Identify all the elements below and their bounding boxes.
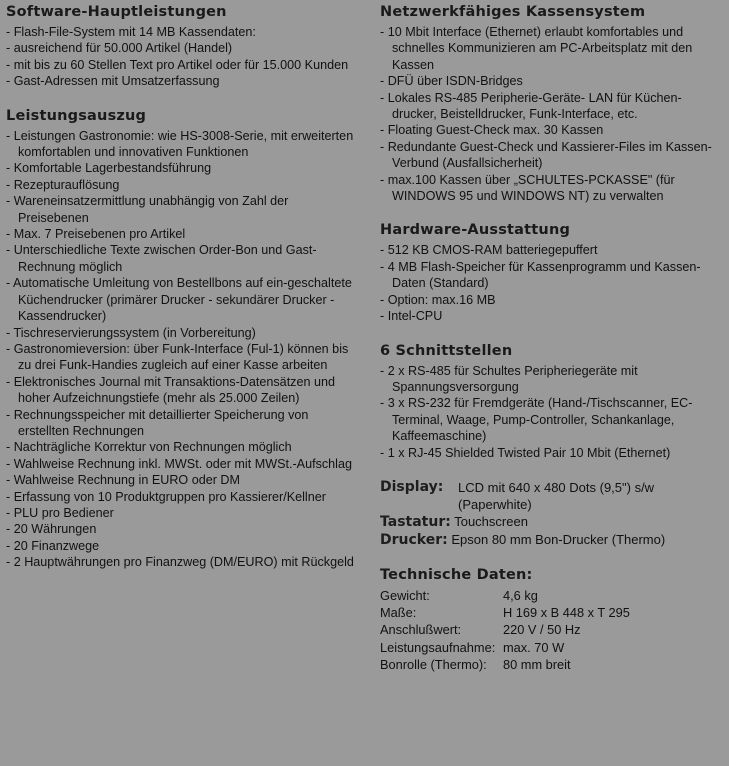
list-item: - Wahlweise Rechnung inkl. MWSt. oder mit MWSt.-Aufschlag — [6, 456, 356, 472]
list-item: - Gastronomieversion: über Funk-Interface (Ful-1) können bis zu drei Funk-Handies zugleich auf einer Kasse arbeiten — [6, 341, 356, 374]
list-item: - Erfassung von 10 Produktgruppen pro Kassierer/Kellner — [6, 489, 356, 505]
netzwerk-list — [380, 24, 725, 204]
leistungsauszug-list — [6, 128, 356, 571]
list-item: - Flash-File-System mit 14 MB Kassendaten: — [6, 24, 356, 40]
tech-key: Anschlußwert: — [380, 622, 462, 638]
list-item: - 4 MB Flash-Speicher für Kassenprogramm und Kassen-Daten (Standard) — [380, 259, 725, 292]
right-column — [380, 4, 725, 673]
tech-table — [380, 587, 725, 673]
tech-value: H 169 x B 448 x T 295 — [503, 605, 630, 621]
left-column — [6, 4, 356, 571]
list-item: - Elektronisches Journal mit Transaktions-Datensätzen und hoher Aufzeichnungstiefe (mehr als 25.000 Zeilen) — [6, 374, 356, 407]
list-item: - Leistungen Gastronomie: wie HS-3008-Serie, mit erweiterten komfortablen und innovativen Funktionen — [6, 128, 356, 161]
list-item: - Max. 7 Preisebenen pro Artikel — [6, 226, 356, 242]
list-item: - Komfortable Lagerbestandsführung — [6, 160, 356, 176]
tech-value: max. 70 W — [503, 639, 565, 655]
list-item: - 1 x RJ-45 Shielded Twisted Pair 10 Mbit (Ethernet) — [380, 445, 725, 461]
list-item: - 3 x RS-232 für Fremdgeräte (Hand-/Tischscanner, EC-Terminal, Waage, Pump-Controller, Schankanlage, Kaffeemaschine) — [380, 395, 725, 444]
list-item: - Automatische Umleitung von Bestellbons auf ein-geschaltete Küchendrucker (primärer Drucker - sekundärer Drucker - Kassendrucker) — [6, 275, 356, 324]
drucker-label: Drucker: — [380, 531, 448, 548]
tastatur-label: Tastatur: — [380, 513, 451, 530]
tech-value: 4,6 kg — [503, 587, 538, 603]
list-item: - Redundante Guest-Check und Kassierer-Files im Kassen-Verbund (Ausfallsicherheit) — [380, 139, 725, 172]
display-label: Display: — [380, 478, 444, 495]
list-item: - 10 Mbit Interface (Ethernet) erlaubt komfortables und schnelles Kommunizieren am PC-Arbeitsplatz mit den Kassen — [380, 24, 725, 73]
tech-key: Maße: — [380, 605, 417, 621]
tech-row — [380, 621, 725, 638]
list-item: - Option: max.16 MB — [380, 292, 725, 308]
hardware-list — [380, 242, 725, 324]
tastatur-spec — [380, 513, 725, 531]
list-item: - DFÜ über ISDN-Bridges — [380, 73, 725, 89]
list-item: - Unterschiedliche Texte zwischen Order-Bon und Gast-Rechnung möglich — [6, 242, 356, 275]
list-item: - Intel-CPU — [380, 308, 725, 324]
heading-technische-daten: Technische Daten: — [380, 566, 533, 583]
heading-leistungsauszug: Leistungsauszug — [6, 107, 147, 124]
tech-key: Bonrolle (Thermo): — [380, 656, 487, 672]
heading-software: Software-Hauptleistungen — [6, 4, 227, 20]
list-item: - 20 Finanzwege — [6, 538, 356, 554]
display-spec — [380, 479, 725, 513]
list-item: - PLU pro Bediener — [6, 505, 356, 521]
schnittstellen-list — [380, 363, 725, 461]
list-item: - Rechnungsspeicher mit detaillierter Speicherung von erstellten Rechnungen — [6, 407, 356, 440]
list-item: - Floating Guest-Check max. 30 Kassen — [380, 122, 725, 138]
software-list — [6, 24, 356, 90]
list-item: - Wareneinsatzermittlung unabhängig von Zahl der Preisebenen — [6, 193, 356, 226]
display-value: LCD mit 640 x 480 Dots (9,5") s/w (Paperwhite) — [458, 479, 655, 512]
drucker-value: Epson 80 mm Bon-Drucker (Thermo) — [451, 531, 666, 547]
drucker-spec — [380, 531, 725, 549]
heading-netzwerk: Netzwerkfähiges Kassensystem — [380, 4, 646, 20]
tech-value: 220 V / 50 Hz — [503, 622, 581, 638]
list-item: - Gast-Adressen mit Umsatzerfassung — [6, 73, 356, 89]
list-item: - ausreichend für 50.000 Artikel (Handel) — [6, 40, 356, 56]
tech-row — [380, 656, 725, 673]
list-item: - max.100 Kassen über „SCHULTES-PCKASSE" (für WINDOWS 95 und WINDOWS NT) zu verwalten — [380, 172, 725, 205]
tech-value: 80 mm breit — [503, 656, 571, 672]
list-item: - Nachträgliche Korrektur von Rechnungen möglich — [6, 439, 356, 455]
list-item: - Rezepturauflösung — [6, 177, 356, 193]
list-item: - Tischreservierungssystem (in Vorbereitung) — [6, 325, 356, 341]
list-item: - 2 Hauptwährungen pro Finanzweg (DM/EURO) mit Rückgeld — [6, 554, 356, 570]
tech-row — [380, 587, 725, 604]
list-item: - 2 x RS-485 für Schultes Peripheriegeräte mit Spannungsversorgung — [380, 363, 725, 396]
tech-row — [380, 639, 725, 656]
tech-row — [380, 604, 725, 621]
list-item: - 512 KB CMOS-RAM batteriegepuffert — [380, 242, 725, 258]
list-item: - mit bis zu 60 Stellen Text pro Artikel oder für 15.000 Kunden — [6, 57, 356, 73]
tastatur-value: Touchscreen — [454, 513, 528, 529]
heading-schnittstellen: 6 Schnittstellen — [380, 342, 513, 359]
list-item: - 20 Währungen — [6, 521, 356, 537]
tech-key: Leistungsaufnahme: — [380, 639, 496, 655]
list-item: - Wahlweise Rechnung in EURO oder DM — [6, 472, 356, 488]
heading-hardware: Hardware-Ausstattung — [380, 222, 571, 239]
list-item: - Lokales RS-485 Peripherie-Geräte- LAN für Küchen-drucker, Beistelldrucker, Funk-Interface, etc. — [380, 90, 725, 123]
tech-key: Gewicht: — [380, 587, 430, 603]
